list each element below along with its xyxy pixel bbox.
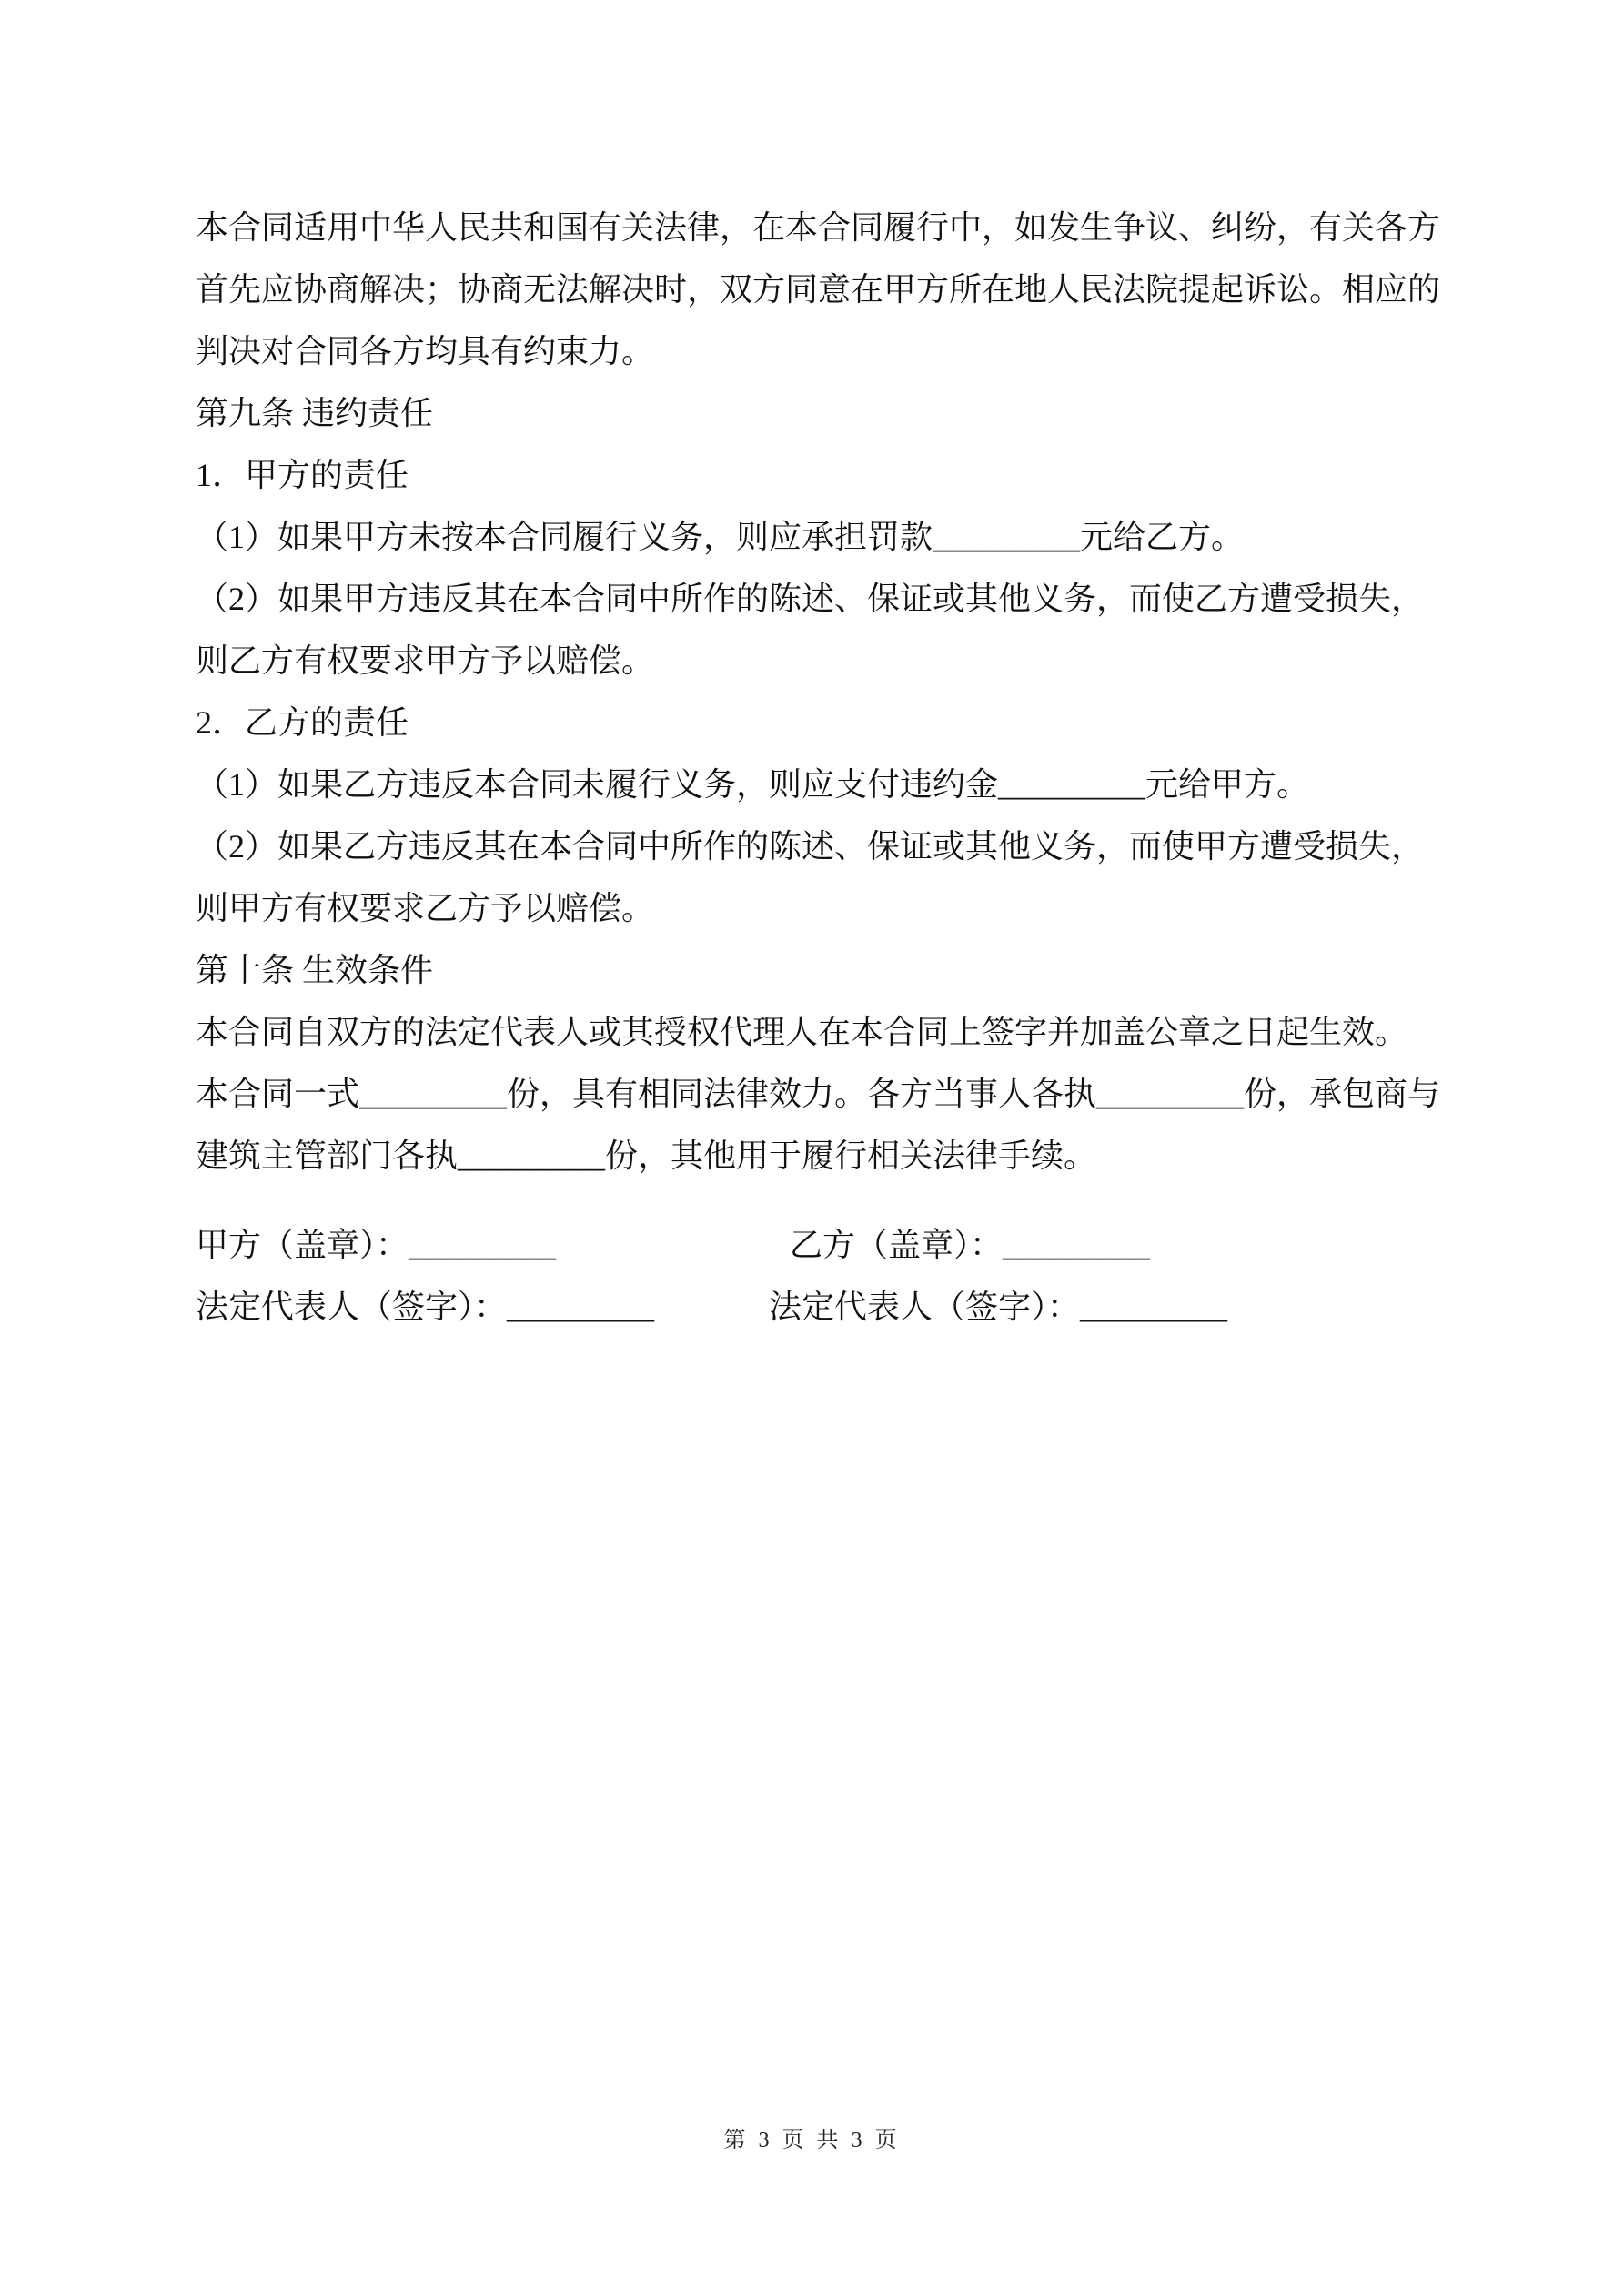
party-b-seal-label: 乙方（盖章）：_________ xyxy=(790,1227,1151,1263)
signature-block xyxy=(196,1214,1442,1338)
clause-9-item-2-sub-1: （1）如果乙方违反本合同未履行义务，则应支付违约金_________元给甲方。 xyxy=(196,766,1310,803)
clause-10-heading: 第十条 生效条件 xyxy=(196,952,434,988)
clause-9-item-2-heading: 2．乙方的责任 xyxy=(196,704,409,741)
party-b-representative-label: 法定代表人（签字）：_________ xyxy=(769,1289,1228,1325)
clause-9-heading: 第九条 违约责任 xyxy=(196,395,434,431)
paragraph-line: 判决对合同各方均具有约束力。 xyxy=(196,333,655,369)
contract-body xyxy=(196,197,1442,1338)
clause-9-item-1-sub-2: （2）如果甲方违反其在本合同中所作的陈述、保证或其他义务，而使乙方遭受损失， xyxy=(196,581,1425,617)
paragraph-line: 本合同适用中华人民共和国有关法律，在本合同履行中，如发生争议、纠纷，有关各方 xyxy=(196,209,1441,246)
paragraph-line: 则乙方有权要求甲方予以赔偿。 xyxy=(196,642,655,679)
clause-9-item-1-sub-1: （1）如果甲方未按本合同履行义务，则应承担罚款_________元给乙方。 xyxy=(196,519,1245,555)
paragraph-line: 首先应协商解决；协商无法解决时，双方同意在甲方所在地人民法院提起诉讼。相应的 xyxy=(196,271,1441,308)
representative-sign-row xyxy=(196,1276,1442,1338)
paragraph-line: 建筑主管部门各执_________份，其他用于履行相关法律手续。 xyxy=(196,1138,1097,1174)
paragraph-line: 本合同自双方的法定代表人或其授权代理人在本合同上签字并加盖公章之日起生效。 xyxy=(196,1014,1408,1050)
clause-9-item-2-sub-2: （2）如果乙方违反其在本合同中所作的陈述、保证或其他义务，而使甲方遭受损失， xyxy=(196,828,1425,865)
paragraph-line: 本合同一式_________份，具有相同法律效力。各方当事人各执_________份，承包商与 xyxy=(196,1076,1441,1112)
party-a-seal-label: 甲方（盖章）：_________ xyxy=(196,1227,557,1263)
seal-row xyxy=(196,1214,1442,1276)
party-a-representative-label: 法定代表人（签字）：_________ xyxy=(196,1289,655,1325)
clause-9-item-1-heading: 1．甲方的责任 xyxy=(196,457,409,493)
page-number-indicator: 第 3 页 共 3 页 xyxy=(723,2129,901,2152)
paragraph-line: 则甲方有权要求乙方予以赔偿。 xyxy=(196,890,655,926)
